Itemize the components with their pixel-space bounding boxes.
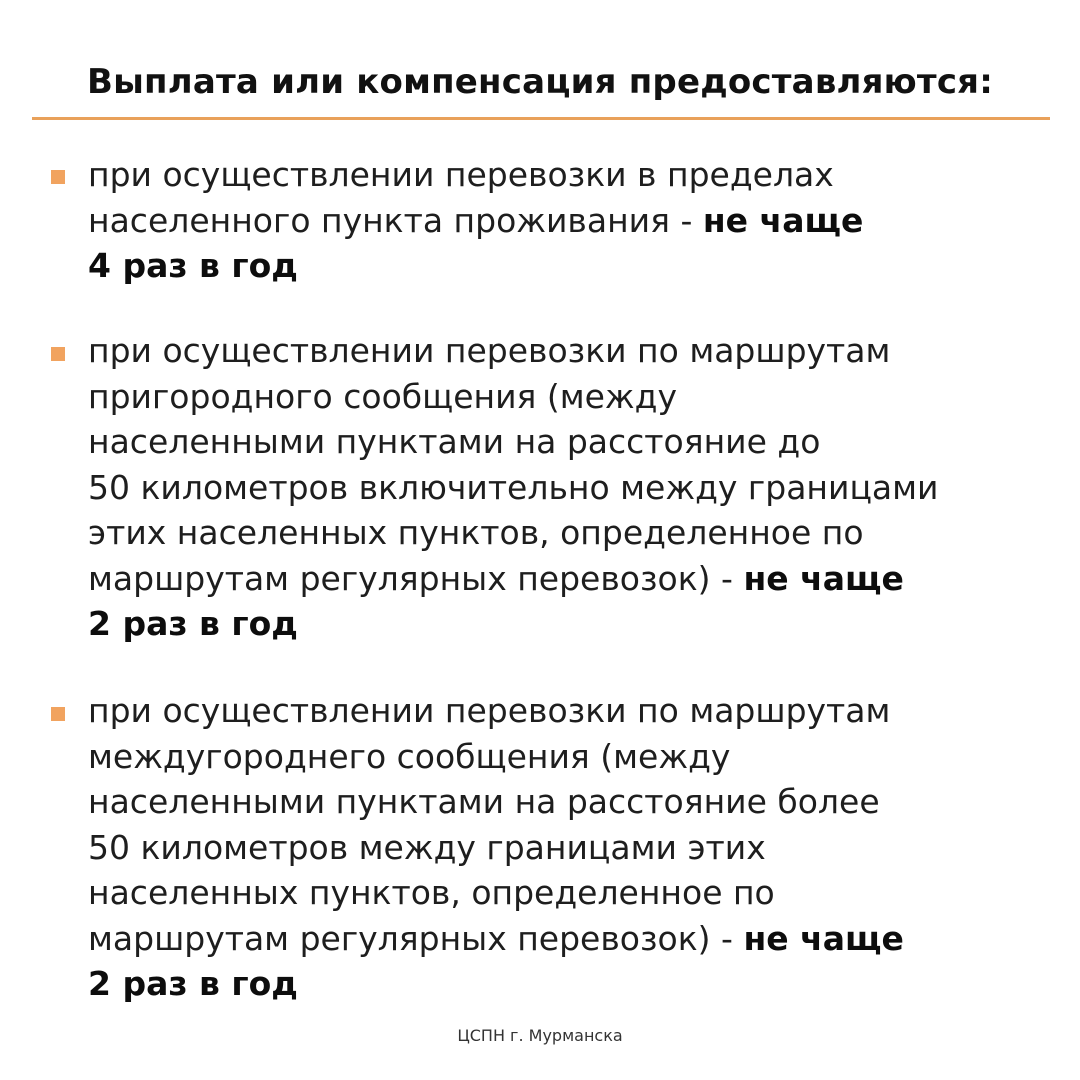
title-divider bbox=[32, 117, 1050, 120]
emphasis-text: не чаще bbox=[743, 558, 904, 598]
page-title: Выплата или компенсация предоставляются: bbox=[86, 62, 994, 102]
emphasis-text: 4 раз в год bbox=[88, 246, 298, 285]
square-bullet-icon bbox=[51, 707, 65, 721]
list-item bbox=[88, 688, 1038, 1007]
emphasis-text: не чаще bbox=[743, 918, 904, 958]
list-item bbox=[88, 328, 1038, 647]
item-text-line: этих населенных пунктов, определенное по bbox=[88, 513, 864, 552]
item-text-line: маршрутам регулярных перевозок) - bbox=[88, 918, 744, 958]
square-bullet-icon bbox=[51, 170, 65, 184]
list-item bbox=[88, 152, 1038, 289]
item-text-line: населенных пунктов, определенное по bbox=[88, 873, 775, 912]
item-text-line: пригородного сообщения (между bbox=[88, 376, 678, 416]
emphasis-text: не чаще bbox=[702, 200, 864, 240]
item-text-line: населенными пунктами на расстояние до bbox=[88, 422, 821, 461]
square-bullet-icon bbox=[51, 347, 65, 361]
item-text-line: при осуществлении перевозки по маршрутам bbox=[88, 331, 891, 370]
item-text-line: 50 километров между границами этих bbox=[88, 827, 766, 867]
emphasis-text: 2 раз в год bbox=[88, 964, 298, 1003]
item-text-line: населенными пунктами на расстояние более bbox=[88, 782, 880, 821]
item-text-line: при осуществлении перевозки по маршрутам bbox=[88, 691, 891, 730]
item-text-line: 50 километров включительно между границами bbox=[88, 467, 939, 507]
item-text-line: междугороднего сообщения (между bbox=[88, 736, 731, 776]
footer-org-name: ЦСПН г. Мурманска bbox=[457, 1026, 623, 1045]
emphasis-text: 2 раз в год bbox=[88, 604, 298, 643]
item-text-line: при осуществлении перевозки в пределах bbox=[88, 155, 834, 194]
item-text-line: маршрутам регулярных перевозок) - bbox=[88, 558, 744, 598]
item-text-line: населенного пункта проживания - bbox=[88, 200, 703, 240]
